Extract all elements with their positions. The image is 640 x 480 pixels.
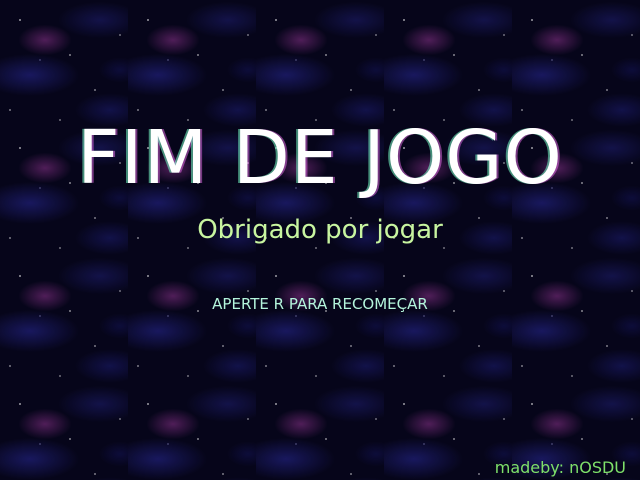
game-over-title: FIM DE JOGO: [77, 115, 563, 201]
author-credit: madeby: nOSDU: [494, 458, 626, 477]
restart-prompt: APERTE R PARA RECOMEÇAR: [212, 295, 428, 313]
thanks-message: Obrigado por jogar: [197, 215, 443, 245]
